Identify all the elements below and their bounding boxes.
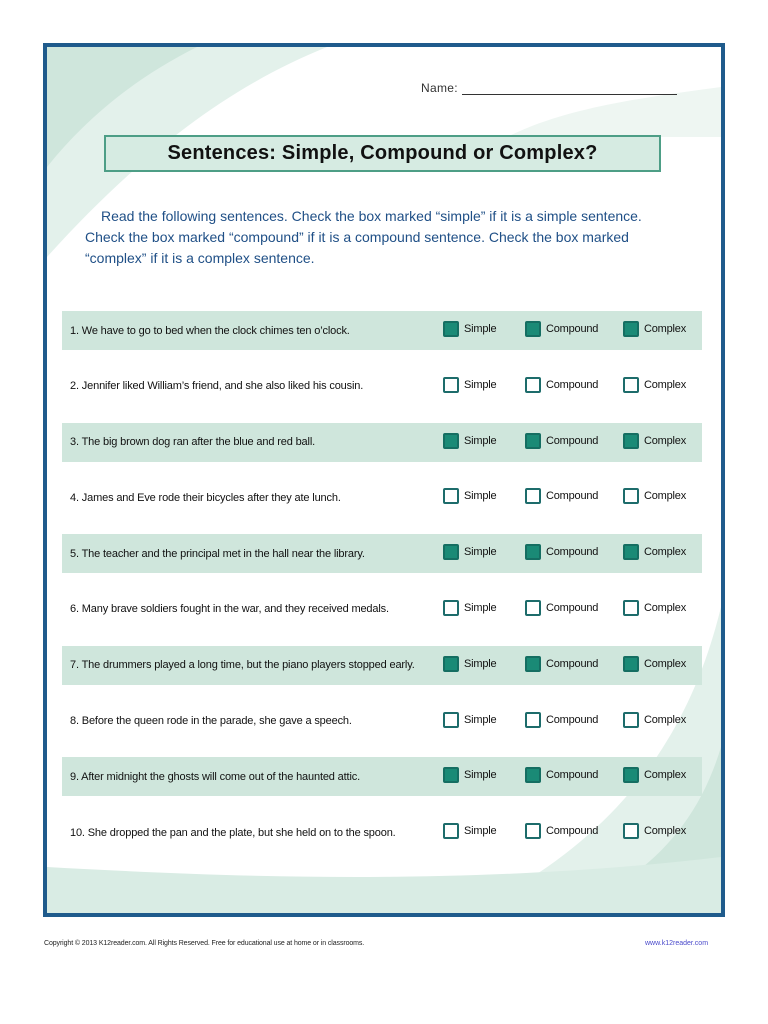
simple-label: Simple (464, 490, 497, 503)
simple-option[interactable] (443, 656, 496, 672)
complex-label: Complex (644, 546, 687, 559)
checkbox-compound[interactable] (525, 544, 541, 560)
complex-option[interactable] (623, 823, 686, 839)
sentence-text: 6. Many brave soldiers fought in the war, and they received medals. (70, 603, 389, 616)
compound-option[interactable] (525, 377, 598, 393)
question-row-7 (62, 646, 702, 685)
sentence-text: 7. The drummers played a long time, but the piano players stopped early. (70, 659, 415, 672)
simple-option[interactable] (443, 321, 496, 337)
copyright-notice: Copyright © 2013 K12reader.com. All Rights Reserved. Free for educational use at home or in classrooms. (44, 940, 365, 947)
sentence-text: 4. James and Eve rode their bicycles after they ate lunch. (70, 491, 341, 504)
name-label: Name: (421, 81, 458, 95)
compound-option[interactable] (525, 321, 598, 337)
complex-label: Complex (644, 713, 687, 726)
simple-option[interactable] (443, 823, 496, 839)
checkbox-complex[interactable] (623, 656, 639, 672)
sentence-text: 1. We have to go to bed when the clock chimes ten o’clock. (70, 324, 350, 337)
simple-label: Simple (464, 657, 497, 670)
complex-option[interactable] (623, 712, 686, 728)
checkbox-compound[interactable] (525, 823, 541, 839)
question-row-8 (62, 702, 702, 741)
compound-label: Compound (546, 323, 599, 335)
checkbox-simple[interactable] (443, 712, 459, 728)
complex-option[interactable] (623, 488, 686, 504)
simple-label: Simple (464, 323, 497, 335)
compound-label: Compound (546, 825, 599, 838)
complex-option[interactable] (623, 433, 686, 449)
checkbox-complex[interactable] (623, 433, 639, 449)
complex-option[interactable] (623, 767, 686, 783)
checkbox-complex[interactable] (623, 377, 639, 393)
title-box (104, 135, 661, 172)
compound-option[interactable] (525, 767, 598, 783)
complex-label: Complex (644, 769, 687, 782)
compound-option[interactable] (525, 544, 598, 560)
sentence-text: 5. The teacher and the principal met in the hall near the library. (70, 547, 365, 560)
simple-label: Simple (464, 769, 497, 782)
complex-option[interactable] (623, 600, 686, 616)
checkbox-compound[interactable] (525, 321, 541, 337)
checkbox-compound[interactable] (525, 656, 541, 672)
checkbox-simple[interactable] (443, 377, 459, 393)
compound-option[interactable] (525, 823, 598, 839)
complex-label: Complex (644, 601, 687, 614)
name-field[interactable] (421, 81, 677, 95)
compound-label: Compound (546, 434, 599, 447)
simple-label: Simple (464, 601, 497, 614)
checkbox-simple[interactable] (443, 321, 459, 337)
complex-option[interactable] (623, 377, 686, 393)
simple-option[interactable] (443, 544, 496, 560)
question-row-10 (62, 813, 702, 852)
simple-label: Simple (464, 434, 497, 447)
simple-label: Simple (464, 825, 497, 838)
compound-label: Compound (546, 713, 599, 726)
checkbox-complex[interactable] (623, 712, 639, 728)
sentence-text: 3. The big brown dog ran after the blue and red ball. (70, 436, 316, 449)
checkbox-simple[interactable] (443, 600, 459, 616)
simple-label: Simple (464, 546, 497, 559)
checkbox-compound[interactable] (525, 767, 541, 783)
compound-label: Compound (546, 601, 599, 614)
compound-option[interactable] (525, 712, 598, 728)
checkbox-complex[interactable] (623, 600, 639, 616)
complex-option[interactable] (623, 656, 686, 672)
simple-label: Simple (464, 378, 497, 391)
checkbox-simple[interactable] (443, 544, 459, 560)
complex-label: Complex (644, 657, 687, 670)
checkbox-complex[interactable] (623, 321, 639, 337)
question-list (62, 311, 702, 869)
checkbox-compound[interactable] (525, 488, 541, 504)
sentence-text: 10. She dropped the pan and the plate, but she held on to the spoon. (70, 826, 396, 839)
simple-label: Simple (464, 713, 497, 726)
complex-option[interactable] (623, 321, 686, 337)
question-row-4 (62, 478, 702, 517)
checkbox-compound[interactable] (525, 433, 541, 449)
checkbox-complex[interactable] (623, 544, 639, 560)
complex-label: Complex (644, 825, 687, 838)
checkbox-simple[interactable] (443, 656, 459, 672)
checkbox-simple[interactable] (443, 488, 459, 504)
compound-label: Compound (546, 769, 599, 782)
compound-label: Compound (546, 546, 599, 559)
question-row-1 (62, 311, 702, 350)
compound-label: Compound (546, 378, 599, 391)
complex-label: Complex (644, 434, 687, 447)
checkbox-compound[interactable] (525, 712, 541, 728)
compound-label: Compound (546, 490, 599, 503)
simple-option[interactable] (443, 600, 496, 616)
compound-label: Compound (546, 657, 599, 670)
instructions-text: Read the following sentences. Check the box marked “simple” if it is a simple sentence. Check the box marked “compound” if it is a compound sentence. Check the box marked “complex” if it is a complex sentence. (85, 208, 642, 266)
compound-option[interactable] (525, 656, 598, 672)
question-row-5 (62, 534, 702, 573)
checkbox-simple[interactable] (443, 767, 459, 783)
worksheet-title: Sentences: Simple, Compound or Complex? (167, 142, 598, 164)
question-row-6 (62, 590, 702, 629)
complex-label: Complex (644, 490, 687, 503)
simple-option[interactable] (443, 377, 496, 393)
sentence-text: 2. Jennifer liked William’s friend, and she also liked his cousin. (70, 380, 364, 393)
question-row-9 (62, 757, 702, 796)
simple-option[interactable] (443, 767, 496, 783)
checkbox-simple[interactable] (443, 433, 459, 449)
site-link[interactable]: www.k12reader.com (645, 940, 709, 947)
complex-label: Complex (644, 323, 687, 335)
simple-option[interactable] (443, 488, 496, 504)
simple-option[interactable] (443, 712, 496, 728)
question-row-2 (62, 367, 702, 406)
name-blank-line[interactable] (462, 81, 677, 95)
checkbox-simple[interactable] (443, 823, 459, 839)
sentence-text: 8. Before the queen rode in the parade, she gave a speech. (70, 715, 352, 728)
checkbox-complex[interactable] (623, 767, 639, 783)
complex-label: Complex (644, 378, 687, 391)
question-row-3 (62, 423, 702, 462)
simple-option[interactable] (443, 433, 496, 449)
compound-option[interactable] (525, 600, 598, 616)
compound-option[interactable] (525, 488, 598, 504)
checkbox-compound[interactable] (525, 377, 541, 393)
compound-option[interactable] (525, 433, 598, 449)
complex-option[interactable] (623, 544, 686, 560)
sentence-text: 9. After midnight the ghosts will come out of the haunted attic. (70, 770, 361, 783)
checkbox-complex[interactable] (623, 823, 639, 839)
checkbox-complex[interactable] (623, 488, 639, 504)
worksheet-frame (43, 43, 725, 917)
checkbox-compound[interactable] (525, 600, 541, 616)
